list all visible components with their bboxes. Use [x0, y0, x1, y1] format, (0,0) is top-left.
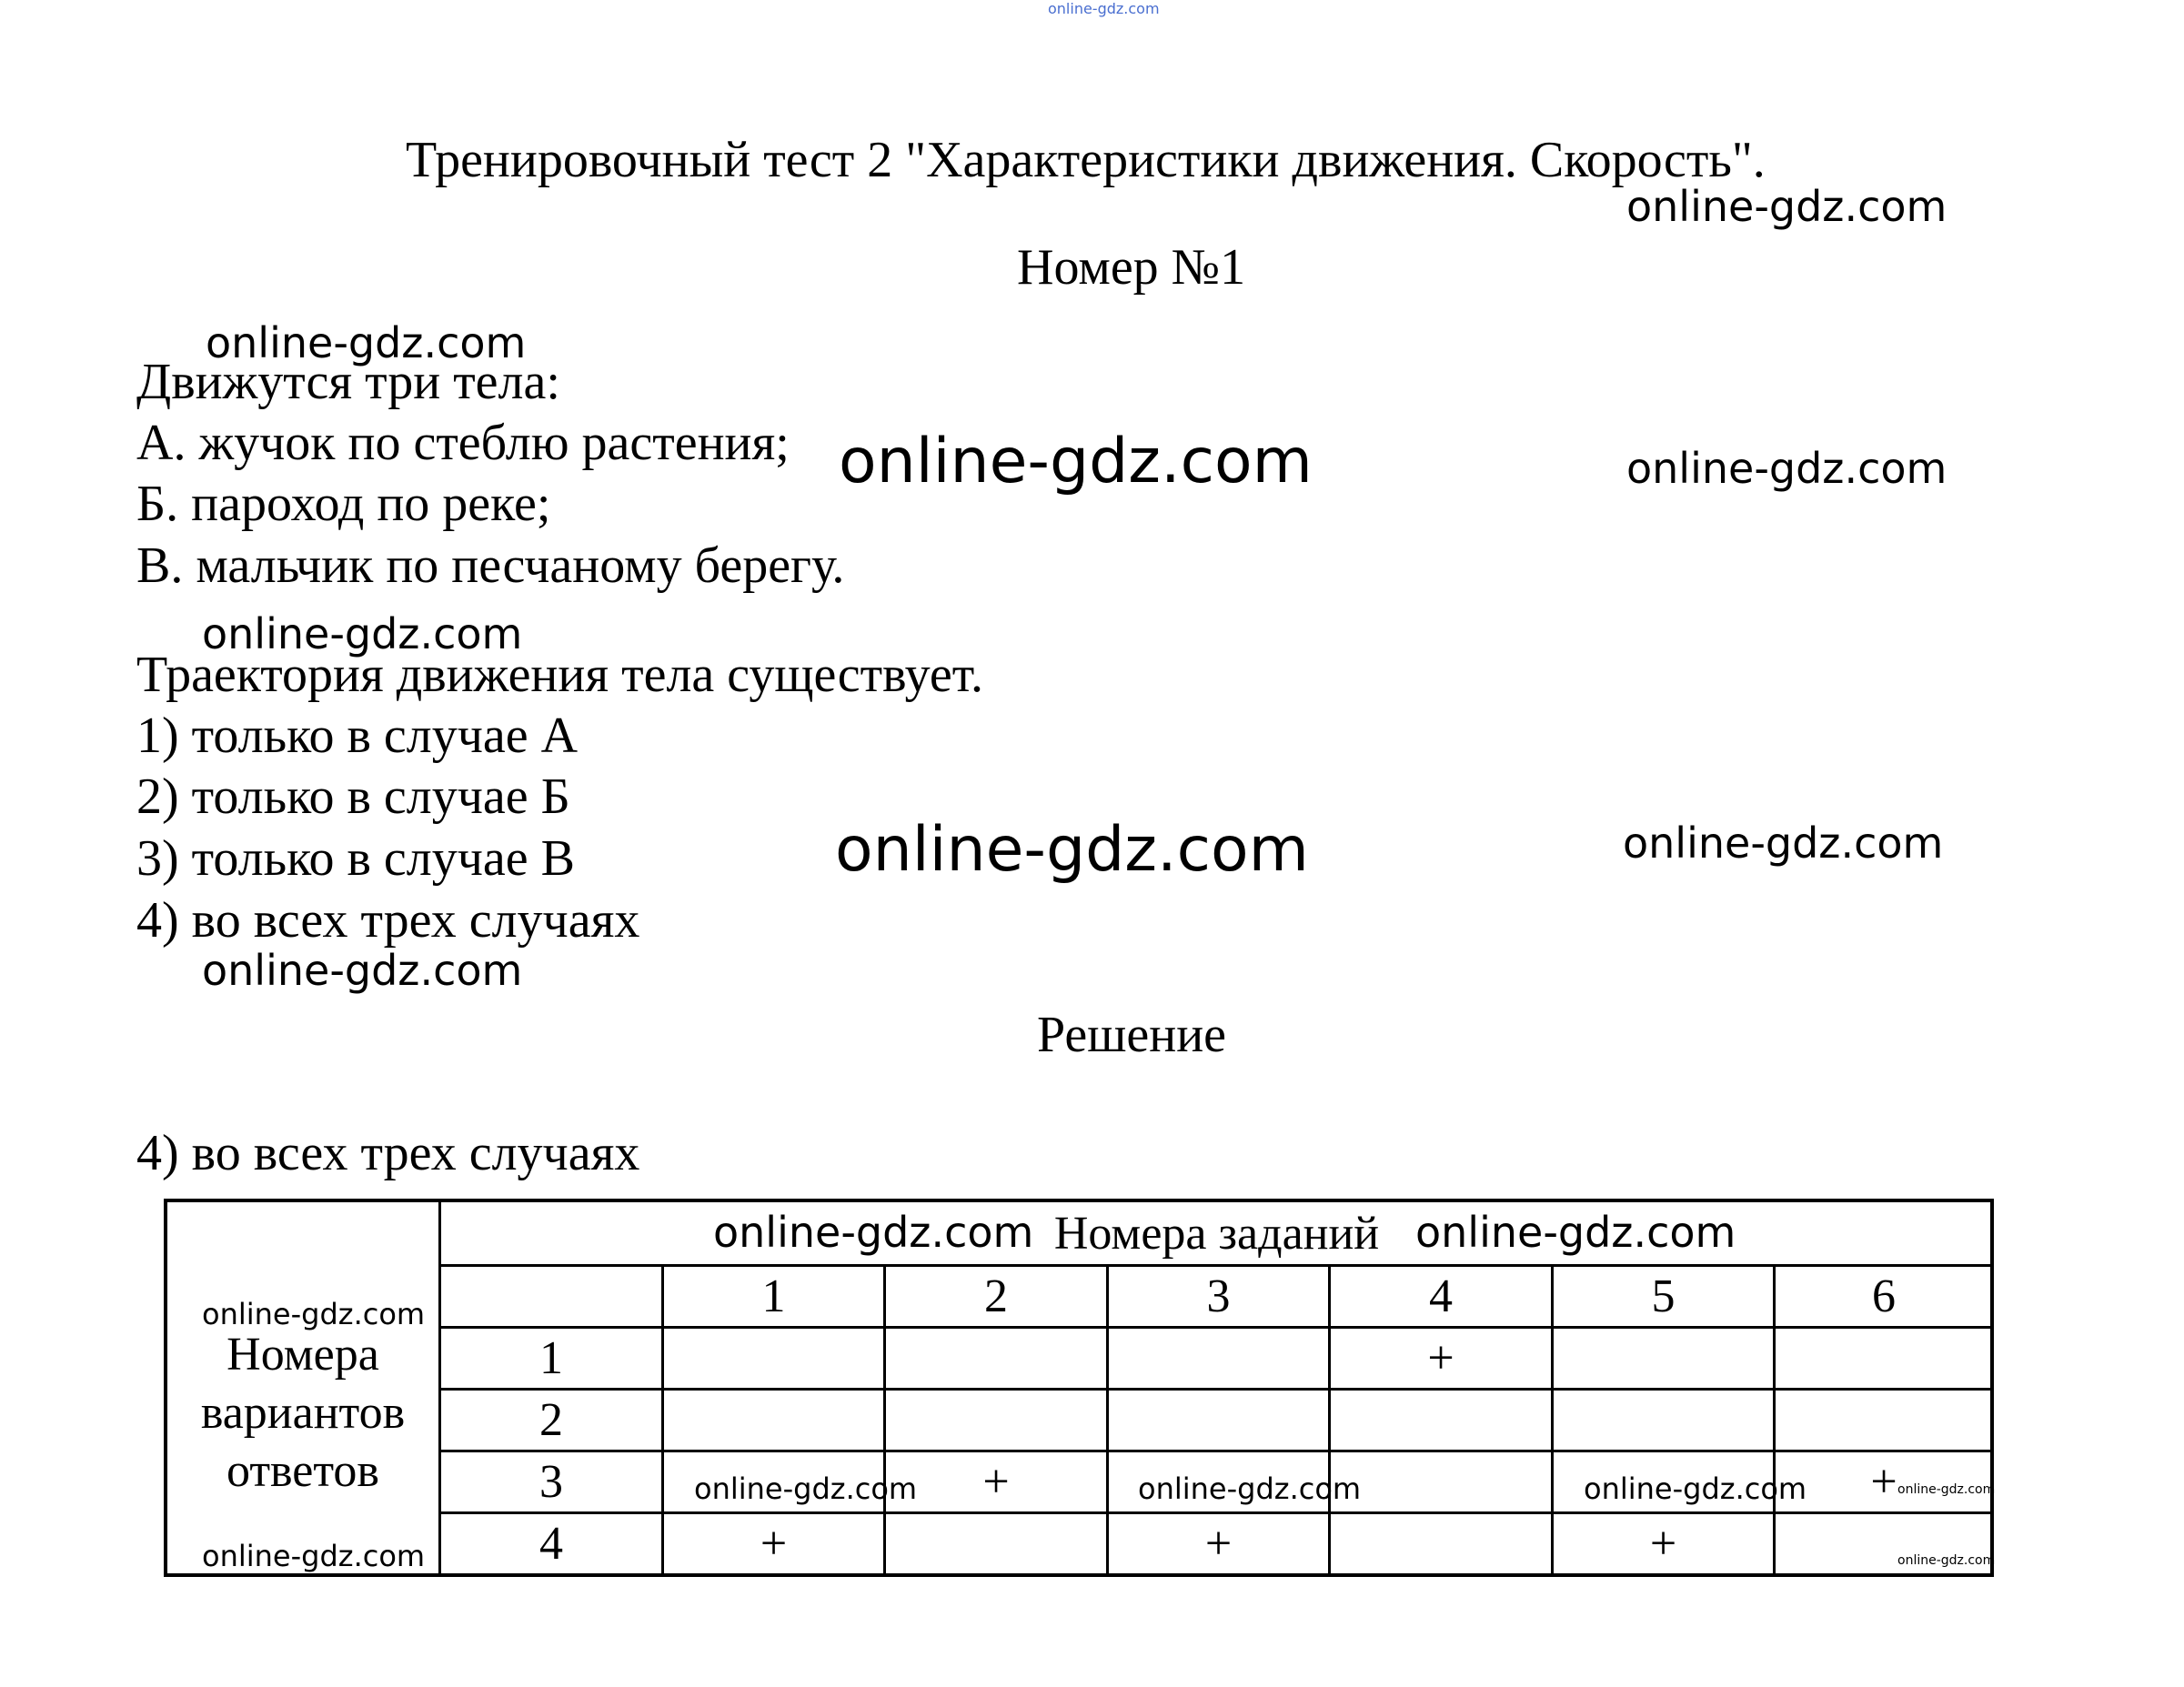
task-number: Номер №1	[1017, 239, 1246, 296]
mark-cell: +	[1870, 1456, 1897, 1508]
mark-cell: +	[982, 1456, 1010, 1508]
variant-number-cell: 2	[539, 1394, 563, 1446]
mark-cell	[1776, 1329, 1992, 1388]
mark-cell	[1109, 1391, 1328, 1450]
watermark: online-gdz.com	[1138, 1471, 1362, 1506]
watermark: online-gdz.com	[1584, 1471, 1807, 1506]
answer-option: 2) только в случае Б	[136, 768, 570, 825]
table-header-variants-line: вариантов	[200, 1387, 406, 1439]
table-header-variants-line: ответов	[226, 1445, 379, 1497]
answer-option: 4) во всех трех случаях	[136, 892, 640, 949]
solution-answer: 4) во всех трех случаях	[136, 1125, 640, 1181]
task-number-cell: 2	[984, 1270, 1008, 1322]
mark-cell: +	[1649, 1518, 1677, 1570]
variant-number-cell: 1	[539, 1332, 563, 1384]
task-number-cell: 6	[1872, 1270, 1896, 1322]
question-intro: Движутся три тела:	[136, 354, 560, 410]
answer-option: 1) только в случае А	[136, 708, 579, 764]
watermark: online-gdz.com	[1897, 1553, 1996, 1568]
task-number-cell: 3	[1206, 1270, 1231, 1322]
watermark: online-gdz.com	[713, 1208, 1034, 1257]
watermark: online-gdz.com	[1897, 1482, 1996, 1497]
mark-cell	[1554, 1391, 1773, 1450]
watermark: online-gdz.com	[202, 609, 523, 658]
task-number-cell: 5	[1651, 1270, 1676, 1322]
watermark: online-gdz.com	[839, 426, 1313, 497]
mark-cell: +	[1204, 1518, 1233, 1570]
table-header-variants-line: Номера	[226, 1329, 379, 1381]
mark-cell	[1776, 1391, 1992, 1450]
mark-cell	[886, 1514, 1106, 1573]
watermark-top: online-gdz.com	[1048, 0, 1160, 17]
mark-cell	[1109, 1329, 1328, 1388]
watermark: online-gdz.com	[206, 318, 527, 367]
solution-heading: Решение	[1037, 1007, 1227, 1063]
table-header-variants	[167, 1326, 438, 1501]
watermark: online-gdz.com	[694, 1471, 918, 1506]
mark-cell: +	[1427, 1332, 1454, 1384]
watermark: online-gdz.com	[1626, 444, 1947, 493]
answer-option: 3) только в случае В	[136, 830, 575, 887]
mark-cell: +	[760, 1518, 788, 1570]
document-title: Тренировочный тест 2 "Характеристики движения. Скорость".	[406, 132, 1766, 188]
watermark: online-gdz.com	[1626, 182, 1947, 231]
variant-number-cell: 3	[539, 1456, 563, 1508]
mark-cell	[1331, 1391, 1551, 1450]
mark-cell	[664, 1329, 883, 1388]
watermark: online-gdz.com	[835, 814, 1309, 886]
watermark: online-gdz.com	[202, 1539, 426, 1573]
body-item: А. жучок по стеблю растения;	[136, 415, 790, 471]
question-prompt: Траектория движения тела существует.	[136, 647, 983, 703]
mark-cell	[1331, 1452, 1551, 1511]
watermark: online-gdz.com	[202, 946, 523, 995]
watermark: online-gdz.com	[202, 1297, 426, 1331]
watermark: online-gdz.com	[1623, 818, 1944, 868]
task-number-cell: 1	[761, 1270, 786, 1322]
watermark: online-gdz.com	[1415, 1208, 1736, 1257]
variant-number-cell: 4	[539, 1518, 563, 1570]
table-header-tasks: Номера заданий	[1053, 1207, 1380, 1260]
mark-cell	[664, 1391, 883, 1450]
task-number-cell: 4	[1429, 1270, 1453, 1322]
body-item: В. мальчик по песчаному берегу.	[136, 537, 845, 594]
mark-cell	[886, 1329, 1106, 1388]
body-item: Б. пароход по реке;	[136, 476, 551, 532]
mark-cell	[886, 1391, 1106, 1450]
mark-cell	[1331, 1514, 1551, 1573]
mark-cell	[1554, 1329, 1773, 1388]
